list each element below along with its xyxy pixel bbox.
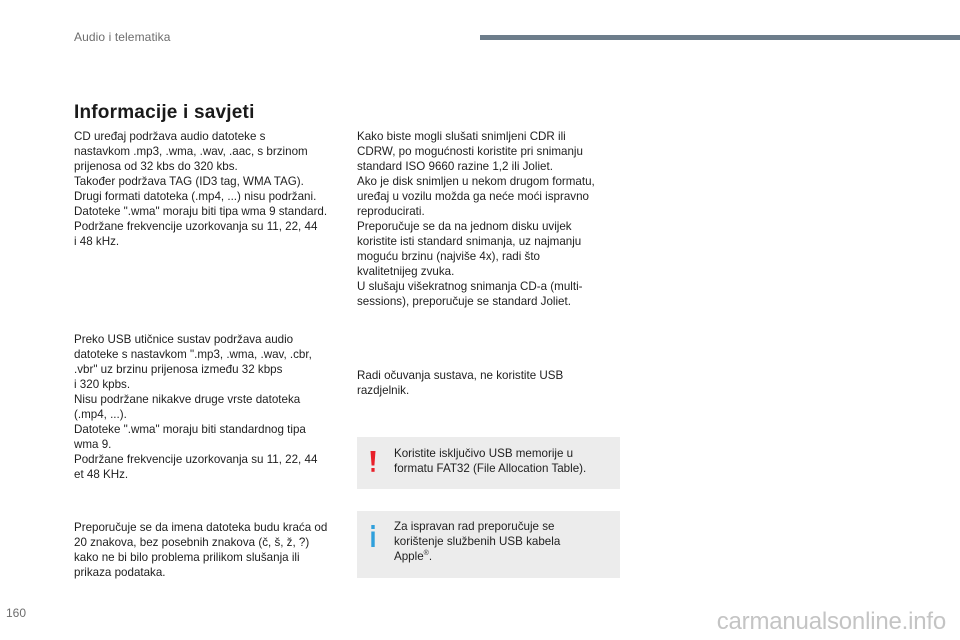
page-number: 160: [6, 606, 27, 620]
info-text-end: .: [428, 550, 433, 563]
cd-recording-paragraph: Kako biste mogli slušati snimljeni CDR ili CDRW, po mogućnosti koristite pri snimanju standard ISO 9660 razine 1,2 ili Joliet. Ako je disk snimljen u nekom drugom formatu, uređaj u vozilu možda ga neće moći ispravno reproducirati. Preporučuje se da na jednom disku uvijek koristite isti standard snimanja, uz najmanju moguću brzinu (najviše 4x), radi što kvalitetnijeg zvuka. U slušaju višekratnog snimanja CD-a (multi- sessions), preporučuje se standard Joliet.: [357, 130, 595, 308]
cd-formats-paragraph: CD uređaj podržava audio datoteke s nastavkom .mp3, .wma, .wav, .aac, s brzinom prijenosa od 32 kbs do 320 kbs. Također podržava TAG (ID3 tag, WMA TAG). Drugi formati datoteka (.mp4, ...) nisu podržani. Datoteke ".wma" moraju biti tipa wma 9 standard. Podržane frekvencije uzorkovanja su 11, 22, 44 i 48 kHz.: [74, 130, 328, 248]
file-names-paragraph: Preporučuje se da imena datoteka budu kraća od 20 znakova, bez posebnih znakova (č, š, ž, ?) kako ne bi bilo problema prilikom slušanja ili prikaza podataka.: [74, 521, 328, 579]
info-text-main: Za ispravan rad preporučuje se korištenje službenih USB kabela Apple: [394, 520, 561, 563]
section-title: Audio i telematika: [74, 30, 171, 44]
registered-mark: ®: [423, 550, 429, 558]
warning-text: Koristite isključivo USB memorije u formatu FAT32 (File Allocation Table).: [394, 447, 587, 475]
watermark: carmanualsonline.info: [716, 608, 946, 635]
info-text: [394, 519, 614, 564]
info-icon: [369, 525, 377, 547]
warning-notice: [357, 437, 620, 489]
exclamation-icon: [369, 451, 377, 473]
usb-hub-paragraph: Radi očuvanja sustava, ne koristite USB razdjelnik.: [357, 369, 564, 397]
usb-formats-paragraph: Preko USB utičnice sustav podržava audio datoteke s nastavkom ".mp3, .wma, .wav, .cbr, .vbr" uz brzinu prijenosa između 32 kbps i 320 kpbs. Nisu podržane nikakve druge vrste datoteka (.mp4, ...). Datoteke ".wma" moraju biti standardnog tipa wma 9. Podržane frekvencije uzorkovanja su 11, 22, 44 et 48 KHz.: [74, 333, 318, 481]
header-bar: [480, 35, 960, 40]
info-notice: [357, 511, 620, 578]
page-heading: Informacije i savjeti: [74, 102, 255, 123]
